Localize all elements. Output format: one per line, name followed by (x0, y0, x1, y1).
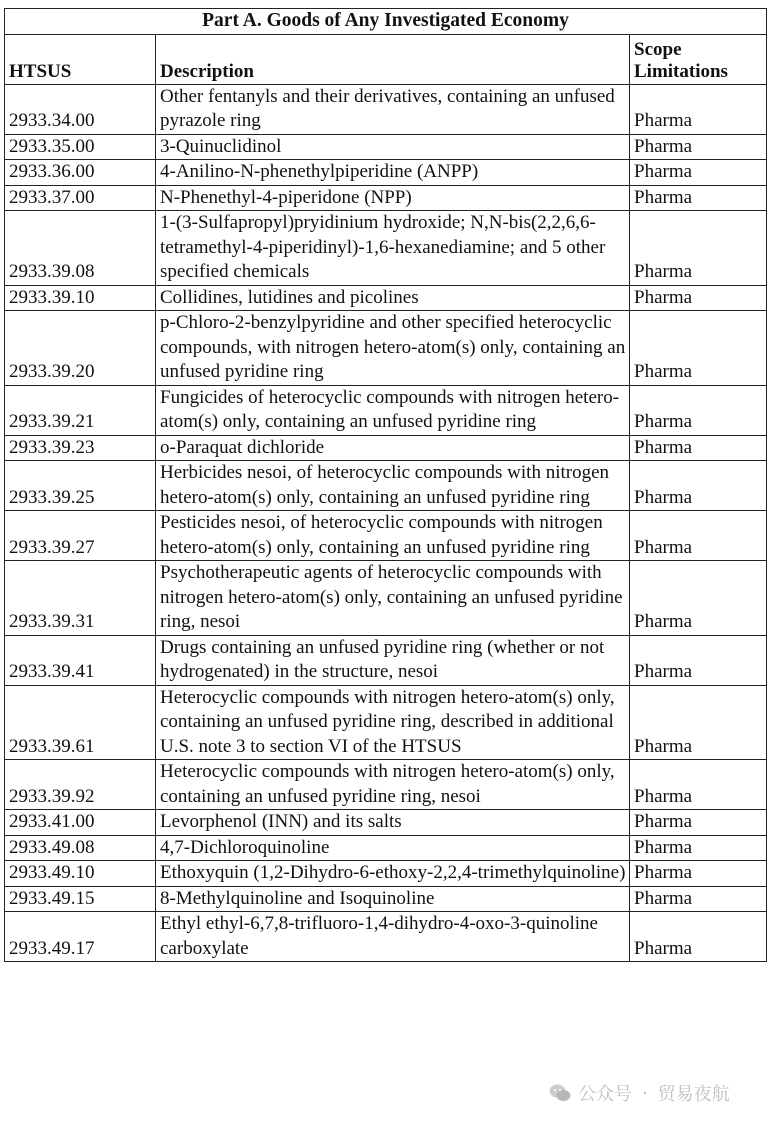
htsus-code-cell: 2933.35.00 (5, 134, 156, 160)
htsus-code-cell: 2933.36.00 (5, 160, 156, 186)
htsus-code-cell: 2933.41.00 (5, 810, 156, 836)
htsus-code-cell: 2933.37.00 (5, 185, 156, 211)
htsus-code-cell: 2933.39.08 (5, 211, 156, 286)
table-row (5, 912, 767, 962)
description-cell: Herbicides nesoi, of heterocyclic compounds with nitrogen hetero-atom(s) only, containing an unfused pyridine ring (156, 461, 630, 511)
scope-cell: Pharma (630, 435, 767, 461)
description-cell: Drugs containing an unfused pyridine ring (whether or not hydrogenated) in the structure, nesoi (156, 635, 630, 685)
scope-cell: Pharma (630, 912, 767, 962)
htsus-code-cell: 2933.39.92 (5, 760, 156, 810)
header-scope-limitations: Scope Limitations (630, 34, 767, 84)
scope-cell: Pharma (630, 760, 767, 810)
htsus-code-cell: 2933.39.25 (5, 461, 156, 511)
htsus-code-cell: 2933.39.27 (5, 511, 156, 561)
description-cell: N-Phenethyl-4-piperidone (NPP) (156, 185, 630, 211)
htsus-code-cell: 2933.39.61 (5, 685, 156, 760)
scope-cell: Pharma (630, 861, 767, 887)
htsus-code-cell: 2933.39.31 (5, 561, 156, 636)
htsus-code-cell: 2933.49.10 (5, 861, 156, 887)
description-cell: 1-(3-Sulfapropyl)pryidinium hydroxide; N,N-bis(2,2,6,6-tetramethyl-4-piperidinyl)-1,6-hexanediamine; and 5 other specified chemicals (156, 211, 630, 286)
htsus-code-cell: 2933.49.17 (5, 912, 156, 962)
description-cell: 4-Anilino-N-phenethylpiperidine (ANPP) (156, 160, 630, 186)
htsus-code-cell: 2933.49.15 (5, 886, 156, 912)
scope-cell: Pharma (630, 211, 767, 286)
table-row (5, 84, 767, 134)
scope-cell: Pharma (630, 134, 767, 160)
table-row (5, 760, 767, 810)
htsus-code-cell: 2933.39.41 (5, 635, 156, 685)
watermark (548, 1078, 730, 1108)
table-row (5, 211, 767, 286)
table-body (5, 84, 767, 962)
scope-cell: Pharma (630, 461, 767, 511)
table-row (5, 285, 767, 311)
scope-cell: Pharma (630, 385, 767, 435)
description-cell: Collidines, lutidines and picolines (156, 285, 630, 311)
htsus-code-cell: 2933.39.10 (5, 285, 156, 311)
scope-cell: Pharma (630, 886, 767, 912)
scope-cell: Pharma (630, 311, 767, 386)
scope-cell: Pharma (630, 685, 767, 760)
scope-cell: Pharma (630, 635, 767, 685)
table-row (5, 561, 767, 636)
htsus-code-cell: 2933.34.00 (5, 84, 156, 134)
header-description: Description (156, 34, 630, 84)
table-row (5, 435, 767, 461)
document-page (4, 8, 766, 962)
description-cell: Fungicides of heterocyclic compounds with nitrogen hetero-atom(s) only, containing an unfused pyridine ring (156, 385, 630, 435)
htsus-code-cell: 2933.39.21 (5, 385, 156, 435)
table-title: Part A. Goods of Any Investigated Economy (5, 9, 767, 35)
scope-cell: Pharma (630, 84, 767, 134)
htsus-code-cell: 2933.39.20 (5, 311, 156, 386)
table-row (5, 810, 767, 836)
scope-cell: Pharma (630, 835, 767, 861)
table-row (5, 134, 767, 160)
header-htsus: HTSUS (5, 34, 156, 84)
scope-cell: Pharma (630, 185, 767, 211)
scope-cell: Pharma (630, 160, 767, 186)
description-cell: Heterocyclic compounds with nitrogen hetero-atom(s) only, containing an unfused pyridine ring, nesoi (156, 760, 630, 810)
table-row (5, 886, 767, 912)
description-cell: Heterocyclic compounds with nitrogen hetero-atom(s) only, containing an unfused pyridine ring, described in additional U.S. note 3 to section VI of the HTSUS (156, 685, 630, 760)
scope-cell: Pharma (630, 511, 767, 561)
description-cell: 3-Quinuclidinol (156, 134, 630, 160)
description-cell: Pesticides nesoi, of heterocyclic compounds with nitrogen hetero-atom(s) only, containing an unfused pyridine ring (156, 511, 630, 561)
table-row (5, 835, 767, 861)
table-row (5, 511, 767, 561)
watermark-account-name: 贸易夜航 (657, 1084, 730, 1105)
watermark-separator: · (642, 1082, 648, 1104)
watermark-account-label: 公众号 (578, 1084, 632, 1105)
table-row (5, 861, 767, 887)
description-cell: p-Chloro-2-benzylpyridine and other specified heterocyclic compounds, with nitrogen hetero-atom(s) only, containing an unfused pyridine ring (156, 311, 630, 386)
wechat-icon (548, 1081, 572, 1105)
description-cell: 4,7-Dichloroquinoline (156, 835, 630, 861)
table-row (5, 185, 767, 211)
scope-cell: Pharma (630, 810, 767, 836)
htsus-table (4, 8, 767, 962)
description-cell: Psychotherapeutic agents of heterocyclic compounds with nitrogen hetero-atom(s) only, containing an unfused pyridine ring, nesoi (156, 561, 630, 636)
htsus-code-cell: 2933.49.08 (5, 835, 156, 861)
description-cell: 8-Methylquinoline and Isoquinoline (156, 886, 630, 912)
table-row (5, 461, 767, 511)
table-row (5, 160, 767, 186)
table-row (5, 311, 767, 386)
scope-cell: Pharma (630, 285, 767, 311)
description-cell: Levorphenol (INN) and its salts (156, 810, 630, 836)
table-row (5, 685, 767, 760)
description-cell: Ethoxyquin (1,2-Dihydro-6-ethoxy-2,2,4-trimethylquinoline) (156, 861, 630, 887)
scope-cell: Pharma (630, 561, 767, 636)
htsus-code-cell: 2933.39.23 (5, 435, 156, 461)
table-row (5, 635, 767, 685)
description-cell: Ethyl ethyl-6,7,8-trifluoro-1,4-dihydro-4-oxo-3-quinoline carboxylate (156, 912, 630, 962)
description-cell: Other fentanyls and their derivatives, containing an unfused pyrazole ring (156, 84, 630, 134)
description-cell: o-Paraquat dichloride (156, 435, 630, 461)
table-row (5, 385, 767, 435)
